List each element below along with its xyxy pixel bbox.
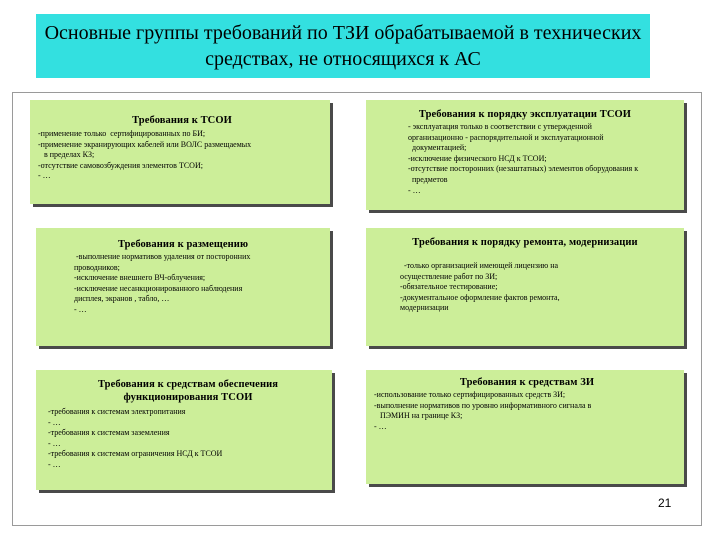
list-item: -применение только сертифицированных по БИ; [38, 129, 206, 138]
box-title: Требования к средствам обеспечения функционирования ТСОИ [97, 379, 279, 403]
list-item: дисплея, экранов , табло, … [74, 294, 170, 304]
box-title: Требования к размещению [117, 239, 249, 250]
list-item: -использование только сертифицированных средств ЗИ; [374, 390, 566, 399]
list-item: - … [48, 417, 61, 427]
list-item: -отсутствие посторонних (незаштатных) элементов оборудования к [408, 164, 639, 174]
tsoi-requirements-box [30, 100, 330, 204]
list-item: - … [48, 459, 61, 469]
list-item: -отсутствие самовозбуждения элементов ТСОИ; [38, 160, 203, 170]
list-item: предметов [408, 174, 448, 184]
list-item: ПЭМИН на границе КЗ; [374, 411, 463, 421]
list-item: документацией; [408, 143, 467, 153]
box-title: Требования к ТСОИ [132, 115, 232, 126]
slide-title: Основные группы требований по ТЗИ обрабатываемой в технических средствах, не относящихся к АС [36, 14, 650, 78]
box-title: Требования к порядку эксплуатации ТСОИ [418, 109, 632, 120]
list-item: -документальное оформление фактов ремонта, [400, 292, 560, 302]
list-item: -требования к системам ограничения НСД к ТСОИ [48, 449, 223, 459]
protection-means-box [366, 370, 684, 484]
placement-requirements-box [36, 228, 330, 346]
list-item: -применение экранирующих кабелей или ВОЛС размещаемых [38, 139, 252, 149]
list-item: -исключение несанкционированного наблюдения [74, 283, 243, 293]
list-item: - эксплуатация только в соответствии с утвержденной [408, 122, 592, 131]
list-item: - … [48, 438, 61, 448]
list-item: организационно - распорядительной и эксплуатационной [408, 132, 604, 142]
list-item: -требования к системам электропитания [48, 407, 186, 416]
list-item: модернизации [400, 303, 449, 313]
list-item: - … [74, 304, 87, 314]
list-item: -исключение физического НСД к ТСОИ; [408, 153, 547, 163]
operation-requirements-box [366, 100, 684, 210]
list-item: осуществление работ по ЗИ; [400, 271, 498, 281]
list-item: -обязательное тестирование; [400, 282, 498, 292]
list-item: -выполнение нормативов по уровню информативного сигнала в [374, 400, 592, 410]
list-item: проводников; [74, 262, 120, 272]
list-item: -только организацией имеющей лицензию на [400, 261, 559, 270]
list-item: - … [374, 421, 387, 431]
repair-requirements-box [366, 228, 684, 346]
support-systems-box [36, 370, 332, 490]
box-title: Требования к порядку ремонта, модернизации [412, 237, 638, 248]
list-item: -исключение внешнего ВЧ-облучения; [74, 273, 206, 283]
box-title: Требования к средствам ЗИ [459, 377, 595, 388]
list-item: -выполнение нормативов удаления от посторонних [74, 252, 251, 261]
page-number: 21 [658, 496, 672, 510]
list-item: - … [408, 185, 421, 195]
list-item: в пределах КЗ; [38, 150, 95, 160]
list-item: - … [38, 171, 51, 181]
list-item: -требования к системам заземления [48, 428, 170, 438]
